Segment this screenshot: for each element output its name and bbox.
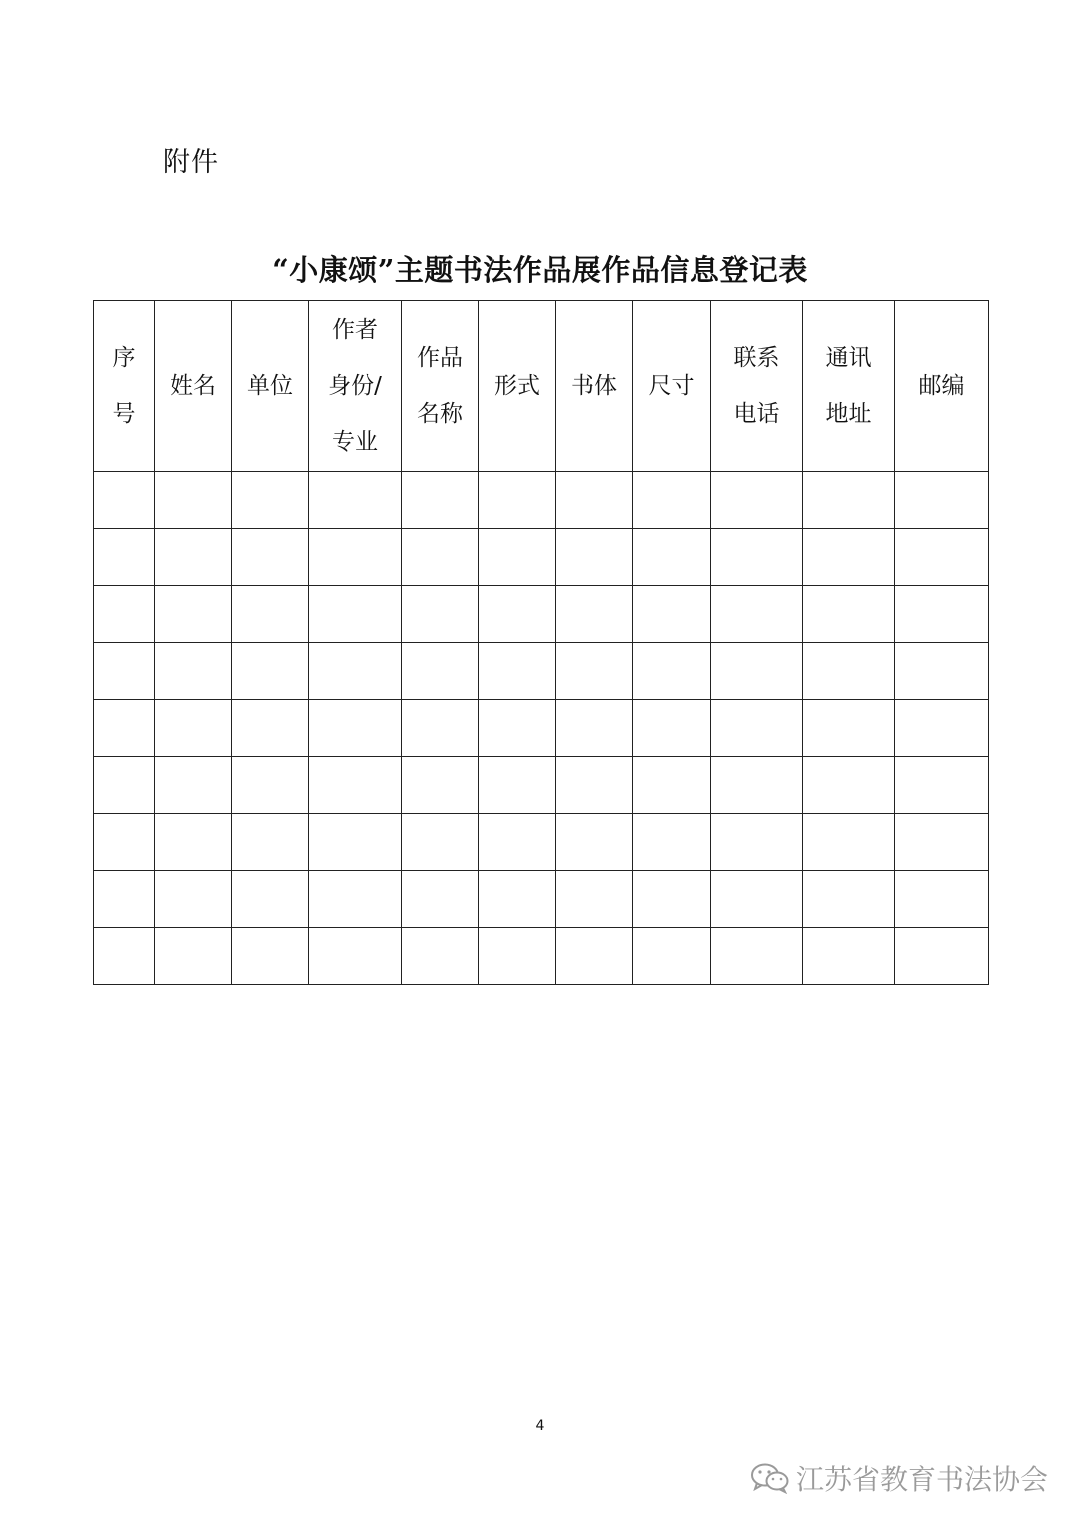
table-cell[interactable]: [895, 472, 989, 529]
table-cell[interactable]: [94, 814, 155, 871]
table-cell[interactable]: [479, 757, 556, 814]
header-postcode: 邮编: [895, 301, 989, 472]
table-cell[interactable]: [633, 814, 711, 871]
table-row: [94, 814, 989, 871]
table-cell[interactable]: [232, 472, 309, 529]
table-cell[interactable]: [895, 757, 989, 814]
table-row: [94, 928, 989, 985]
table-cell[interactable]: [94, 700, 155, 757]
table-cell[interactable]: [155, 529, 232, 586]
table-cell[interactable]: [556, 700, 633, 757]
table-cell[interactable]: [711, 928, 803, 985]
table-cell[interactable]: [232, 928, 309, 985]
wechat-icon: [750, 1462, 790, 1494]
table-row: [94, 700, 989, 757]
table-cell[interactable]: [232, 643, 309, 700]
table-cell[interactable]: [232, 814, 309, 871]
table-cell[interactable]: [895, 700, 989, 757]
table-cell[interactable]: [479, 928, 556, 985]
table-cell[interactable]: [309, 700, 402, 757]
table-body: [94, 472, 989, 985]
table-cell[interactable]: [309, 928, 402, 985]
table-cell[interactable]: [155, 871, 232, 928]
table-cell[interactable]: [803, 700, 895, 757]
table-cell[interactable]: [711, 529, 803, 586]
table-cell[interactable]: [94, 586, 155, 643]
table-cell[interactable]: [94, 529, 155, 586]
table-cell[interactable]: [803, 928, 895, 985]
header-address: 通讯 地址: [803, 301, 895, 472]
table-cell[interactable]: [895, 643, 989, 700]
header-serial: 序 号: [94, 301, 155, 472]
table-cell[interactable]: [155, 586, 232, 643]
table-cell[interactable]: [232, 700, 309, 757]
table-cell[interactable]: [556, 586, 633, 643]
table-row: [94, 529, 989, 586]
table-cell[interactable]: [402, 700, 479, 757]
table-cell[interactable]: [479, 814, 556, 871]
table-cell[interactable]: [556, 871, 633, 928]
table-cell[interactable]: [633, 871, 711, 928]
table-cell[interactable]: [402, 529, 479, 586]
table-cell[interactable]: [479, 871, 556, 928]
table-cell[interactable]: [633, 643, 711, 700]
table-cell[interactable]: [479, 529, 556, 586]
table-cell[interactable]: [155, 643, 232, 700]
table-cell[interactable]: [895, 814, 989, 871]
table-cell[interactable]: [556, 814, 633, 871]
header-row: [94, 301, 989, 472]
table-cell[interactable]: [402, 643, 479, 700]
page-number: 4: [535, 1418, 545, 1434]
table-cell[interactable]: [556, 472, 633, 529]
table-cell[interactable]: [232, 757, 309, 814]
table-cell[interactable]: [155, 814, 232, 871]
table-cell[interactable]: [94, 871, 155, 928]
table-cell[interactable]: [402, 757, 479, 814]
table-cell[interactable]: [556, 529, 633, 586]
table-cell[interactable]: [94, 928, 155, 985]
table-cell[interactable]: [711, 586, 803, 643]
table-cell[interactable]: [895, 928, 989, 985]
table-cell[interactable]: [232, 586, 309, 643]
table-cell[interactable]: [232, 871, 309, 928]
table-cell[interactable]: [803, 472, 895, 529]
table-cell[interactable]: [479, 472, 556, 529]
table-cell[interactable]: [232, 529, 309, 586]
table-cell[interactable]: [803, 814, 895, 871]
table-cell[interactable]: [155, 700, 232, 757]
table-cell[interactable]: [556, 643, 633, 700]
header-script-style: 书体: [556, 301, 633, 472]
table-cell[interactable]: [803, 871, 895, 928]
table-cell[interactable]: [633, 928, 711, 985]
registration-table: [93, 300, 989, 985]
table-cell[interactable]: [711, 814, 803, 871]
table-cell[interactable]: [402, 472, 479, 529]
table-cell[interactable]: [402, 814, 479, 871]
table-cell[interactable]: [633, 472, 711, 529]
header-work-title: 作品 名称: [402, 301, 479, 472]
table-cell[interactable]: [402, 871, 479, 928]
attachment-label: 附件: [163, 147, 219, 178]
table-cell[interactable]: [895, 871, 989, 928]
table-cell[interactable]: [94, 757, 155, 814]
header-size: 尺寸: [633, 301, 711, 472]
table-cell[interactable]: [94, 472, 155, 529]
header-author-identity: 作者 身份/ 专业: [309, 301, 402, 472]
header-form: 形式: [479, 301, 556, 472]
table-cell[interactable]: [711, 700, 803, 757]
table-cell[interactable]: [309, 814, 402, 871]
table-cell[interactable]: [155, 472, 232, 529]
table-cell[interactable]: [895, 529, 989, 586]
table-row: [94, 643, 989, 700]
table-cell[interactable]: [633, 586, 711, 643]
table-cell[interactable]: [155, 757, 232, 814]
table-cell[interactable]: [309, 757, 402, 814]
table-row: [94, 871, 989, 928]
table-cell[interactable]: [309, 472, 402, 529]
table-cell[interactable]: [479, 700, 556, 757]
table-cell[interactable]: [479, 643, 556, 700]
table-cell[interactable]: [633, 757, 711, 814]
table-cell[interactable]: [711, 643, 803, 700]
table-cell[interactable]: [309, 643, 402, 700]
table-cell[interactable]: [309, 871, 402, 928]
header-phone: 联系 电话: [711, 301, 803, 472]
watermark: [750, 1458, 1048, 1498]
table-cell[interactable]: [309, 529, 402, 586]
table-cell[interactable]: [402, 928, 479, 985]
table-cell[interactable]: [479, 586, 556, 643]
table-row: [94, 757, 989, 814]
table-cell[interactable]: [711, 472, 803, 529]
table-cell[interactable]: [155, 928, 232, 985]
table-cell[interactable]: [803, 757, 895, 814]
table-cell[interactable]: [711, 757, 803, 814]
table-cell[interactable]: [803, 586, 895, 643]
watermark-text: 江苏省教育书法协会: [796, 1463, 1049, 1496]
table-row: [94, 472, 989, 529]
table-cell[interactable]: [803, 643, 895, 700]
table-cell[interactable]: [402, 586, 479, 643]
table-cell[interactable]: [895, 586, 989, 643]
table-cell[interactable]: [309, 586, 402, 643]
table-row: [94, 586, 989, 643]
table-cell[interactable]: [711, 871, 803, 928]
page-title: “小康颂”主题书法作品展作品信息登记表: [272, 253, 808, 287]
table-cell[interactable]: [803, 529, 895, 586]
header-name: 姓名: [155, 301, 232, 472]
table-cell[interactable]: [94, 643, 155, 700]
table-cell[interactable]: [633, 529, 711, 586]
header-unit: 单位: [232, 301, 309, 472]
table-cell[interactable]: [633, 700, 711, 757]
table-cell[interactable]: [556, 928, 633, 985]
table-cell[interactable]: [556, 757, 633, 814]
